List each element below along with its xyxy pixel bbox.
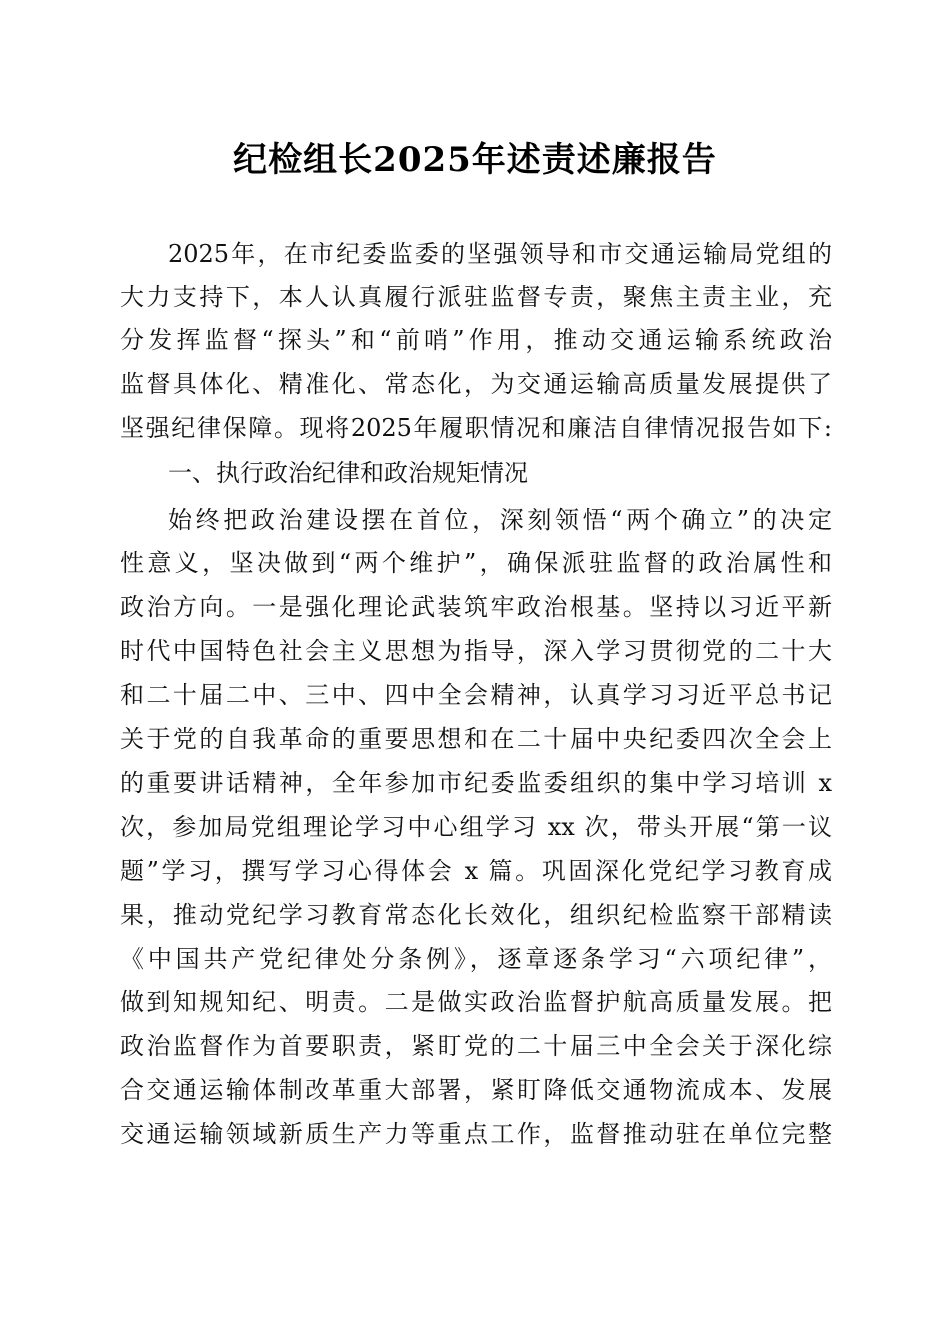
document-title: 纪检组长2025年述责述廉报告 xyxy=(233,140,717,180)
paragraph-line: 和二十届二中、三中、四中全会精神，认真学习习近平总书记 xyxy=(120,681,832,709)
paragraph-line: 监督具体化、精准化、常态化，为交通运输高质量发展提供了 xyxy=(120,370,832,398)
paragraph-line: 合交通运输体制改革重大部署，紧盯降低交通物流成本、发展 xyxy=(120,1076,832,1104)
paragraph-line: 时代中国特色社会主义思想为指导，深入学习贯彻党的二十大 xyxy=(120,637,832,665)
paragraph-line: 次，参加局党组理论学习中心组学习 xx 次，带头开展“第一议 xyxy=(120,813,832,841)
paragraph-line: 政治监督作为首要职责，紧盯党的二十届三中全会关于深化综 xyxy=(120,1032,832,1060)
paragraph-line: 坚强纪律保障。现将2025年履职情况和廉洁自律情况报告如下: xyxy=(120,414,832,442)
paragraph-line: 《中国共产党纪律处分条例》，逐章逐条学习“六项纪律”， xyxy=(120,945,832,973)
paragraph-line: 性意义，坚决做到“两个维护”，确保派驻监督的政治属性和 xyxy=(120,549,832,577)
paragraph-line: 政治方向。一是强化理论武装筑牢政治根基。坚持以习近平新 xyxy=(120,593,832,621)
paragraph-line: 做到知规知纪、明责。二是做实政治监督护航高质量发展。把 xyxy=(120,988,832,1016)
paragraph-line: 的重要讲话精神，全年参加市纪委监委组织的集中学习培训 x xyxy=(120,769,832,797)
paragraph-line: 题”学习，撰写学习心得体会 x 篇。巩固深化党纪学习教育成 xyxy=(120,857,832,885)
section-heading: 一、执行政治纪律和政治规矩情况 xyxy=(168,459,528,487)
paragraph-line: 2025年，在市纪委监委的坚强领导和市交通运输局党组的 xyxy=(168,240,832,268)
paragraph-line: 交通运输领域新质生产力等重点工作，监督推动驻在单位完整 xyxy=(120,1120,832,1148)
paragraph-line: 分发挥监督“探头”和“前哨”作用，推动交通运输系统政治 xyxy=(120,326,832,354)
paragraph-line: 果，推动党纪学习教育常态化长效化，组织纪检监察干部精读 xyxy=(120,901,832,929)
paragraph-line: 大力支持下，本人认真履行派驻监督专责，聚焦主责主业，充 xyxy=(120,283,832,311)
paragraph-line: 始终把政治建设摆在首位，深刻领悟“两个确立”的决定 xyxy=(168,506,832,534)
paragraph-line: 关于党的自我革命的重要思想和在二十届中央纪委四次全会上 xyxy=(120,725,832,753)
